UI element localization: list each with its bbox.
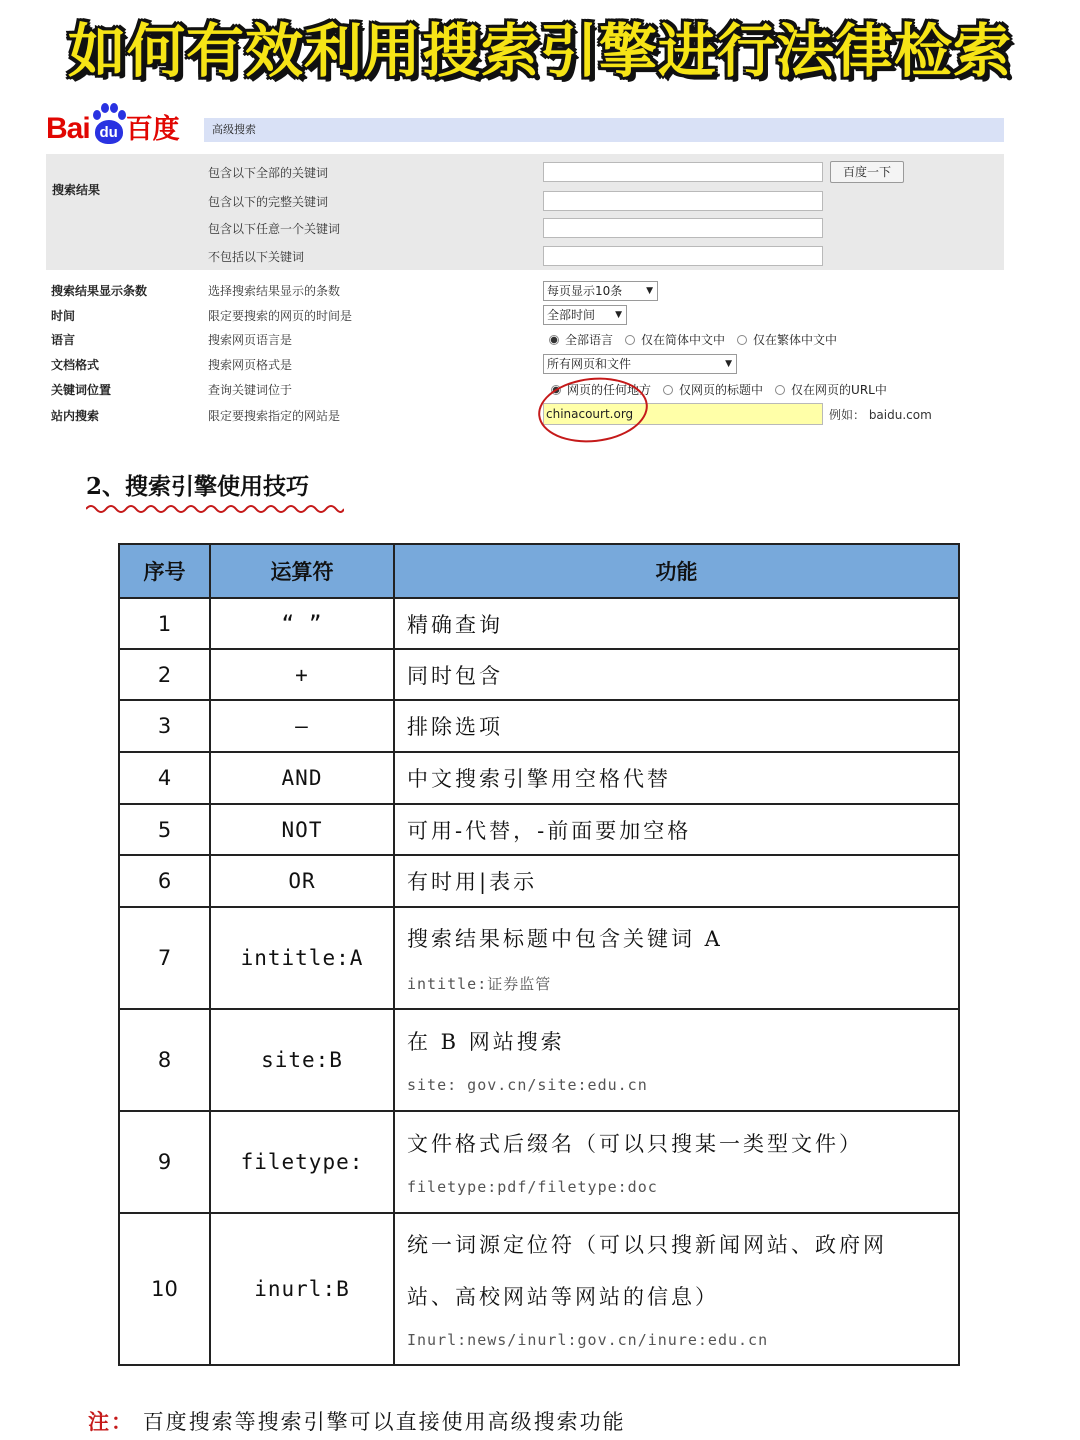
- site-search-desc: 限定要搜索指定的网站是: [208, 409, 341, 423]
- radio-url-only[interactable]: [775, 385, 785, 395]
- all-keywords-input[interactable]: [543, 162, 823, 182]
- table-row: [119, 804, 959, 855]
- row-operator: AND: [210, 752, 394, 804]
- format-desc: 搜索网页格式是: [208, 358, 293, 372]
- row-num: 6: [119, 855, 210, 907]
- paw-toe: [93, 110, 101, 120]
- radio-label: 仅在网页的URL中: [791, 383, 887, 397]
- section-title: 2、搜索引擎使用技巧: [86, 473, 310, 500]
- table-row: [119, 1111, 959, 1213]
- count-select-value: 每页显示10条: [547, 284, 623, 298]
- radio-label: 仅在简体中文中: [641, 333, 726, 347]
- row-function: 有时用|表示: [394, 855, 959, 907]
- radio-label: 仅在繁体中文中: [753, 333, 838, 347]
- dropdown-arrow-icon: ▼: [646, 286, 653, 296]
- position-label: 关键词位置: [51, 383, 112, 397]
- row-num: 1: [119, 598, 210, 649]
- dropdown-arrow-icon: ▼: [615, 310, 622, 320]
- paw-pad: du: [95, 120, 123, 144]
- row-num: 9: [119, 1111, 210, 1213]
- title-banner: [0, 0, 1080, 92]
- logo-chinese: 百度: [125, 114, 180, 145]
- paw-toe: [101, 103, 109, 113]
- language-radio-group: [549, 331, 837, 348]
- time-select-value: 全部时间: [547, 308, 596, 322]
- table-row: [119, 907, 959, 1009]
- row-function: 排除选项: [394, 700, 959, 752]
- row-operator: intitle:A: [210, 907, 394, 1009]
- exact-phrase-label: 包含以下的完整关键词: [208, 195, 329, 209]
- count-label: 搜索结果显示条数: [51, 284, 148, 298]
- row-num: 2: [119, 649, 210, 700]
- format-select-value: 所有网页和文件: [547, 357, 632, 371]
- function-example: Inurl:news/inurl:gov.cn/inure:edu.cn: [407, 1331, 769, 1349]
- row-operator: OR: [210, 855, 394, 907]
- row-operator: –: [210, 700, 394, 752]
- advanced-search-bar: [204, 118, 1004, 142]
- note-prefix: 注：: [88, 1409, 134, 1434]
- all-keywords-label: 包含以下全部的关键词: [208, 166, 329, 180]
- exclude-keywords-label: 不包括以下关键词: [208, 250, 305, 264]
- function-text: 文件格式后缀名（可以只搜某一类型文件）: [407, 1132, 863, 1156]
- radio-traditional[interactable]: [737, 335, 747, 345]
- any-keyword-input[interactable]: [543, 218, 823, 238]
- row-function: 可用-代替，-前面要加空格: [394, 804, 959, 855]
- table-row: [119, 700, 959, 752]
- format-label: 文档格式: [51, 358, 100, 372]
- operator-table: [118, 543, 960, 1366]
- radio-simplified[interactable]: [625, 335, 635, 345]
- row-function: 同时包含: [394, 649, 959, 700]
- banner-title: 如何有效利用搜索引擎进行法律检索: [67, 17, 1012, 85]
- any-keyword-label: 包含以下任意一个关键词: [208, 222, 341, 236]
- footnote: [88, 1406, 626, 1436]
- search-button[interactable]: 百度一下: [830, 161, 904, 183]
- function-text: 在 B 网站搜索: [407, 1030, 565, 1054]
- row-function: 精确查询: [394, 598, 959, 649]
- table-row: [119, 1213, 959, 1365]
- table-row: [119, 752, 959, 804]
- row-num: 5: [119, 804, 210, 855]
- row-function: [394, 1009, 959, 1111]
- language-label: 语言: [51, 333, 76, 347]
- advanced-search-label: 高级搜索: [212, 123, 256, 136]
- time-label: 时间: [51, 309, 76, 323]
- wavy-underline: [86, 502, 344, 516]
- row-num: 3: [119, 700, 210, 752]
- count-select[interactable]: [543, 281, 658, 301]
- table-header-row: [119, 544, 959, 598]
- format-select[interactable]: [543, 354, 737, 374]
- function-example: site: gov.cn/site:edu.cn: [407, 1076, 648, 1094]
- count-desc: 选择搜索结果显示的条数: [208, 284, 341, 298]
- radio-label: 网页的任何地方: [567, 383, 652, 397]
- note-text: 百度搜索等搜索引擎可以直接使用高级搜索功能: [142, 1410, 626, 1434]
- time-select[interactable]: [543, 305, 627, 325]
- baidu-header: [46, 96, 1004, 146]
- function-example: intitle:证券监管: [407, 974, 552, 993]
- row-function: [394, 907, 959, 1009]
- row-function: [394, 1213, 959, 1365]
- paw-toe: [118, 110, 126, 120]
- row-num: 8: [119, 1009, 210, 1111]
- row-operator: NOT: [210, 804, 394, 855]
- exact-phrase-input[interactable]: [543, 191, 823, 211]
- row-operator: inurl:B: [210, 1213, 394, 1365]
- baidu-logo[interactable]: [46, 96, 206, 146]
- language-desc: 搜索网页语言是: [208, 333, 293, 347]
- radio-label: 全部语言: [565, 333, 614, 347]
- table-row: [119, 598, 959, 649]
- paw-icon: [91, 102, 125, 146]
- dropdown-arrow-icon: ▼: [725, 359, 732, 369]
- paw-toe: [110, 103, 118, 113]
- site-search-label: 站内搜索: [51, 409, 100, 423]
- site-search-input[interactable]: chinacourt.org: [543, 403, 823, 425]
- table-row: [119, 855, 959, 907]
- radio-title-only[interactable]: [663, 385, 673, 395]
- row-function: [394, 1111, 959, 1213]
- table-row: [119, 649, 959, 700]
- function-text: 搜索结果标题中包含关键词 A: [407, 926, 723, 951]
- header-operator: 运算符: [210, 544, 394, 598]
- row-num: 7: [119, 907, 210, 1009]
- exclude-keywords-input[interactable]: [543, 246, 823, 266]
- header-num: 序号: [119, 544, 210, 598]
- row-operator: site:B: [210, 1009, 394, 1111]
- search-results-label: 搜索结果: [52, 183, 101, 197]
- row-num: 4: [119, 752, 210, 804]
- table-row: [119, 1009, 959, 1111]
- row-function: 中文搜索引擎用空格代替: [394, 752, 959, 804]
- logo-latin: Bai: [46, 112, 90, 145]
- row-operator: “ ”: [210, 598, 394, 649]
- time-desc: 限定要搜索的网页的时间是: [208, 309, 353, 323]
- row-operator: filetype:: [210, 1111, 394, 1213]
- row-num: 10: [119, 1213, 210, 1365]
- function-example: filetype:pdf/filetype:doc: [407, 1178, 658, 1196]
- site-example: 例如： baidu.com: [829, 408, 932, 422]
- radio-label: 仅网页的标题中: [679, 383, 764, 397]
- header-function: 功能: [394, 544, 959, 598]
- row-operator: +: [210, 649, 394, 700]
- function-text-line2: 站、高校网站等网站的信息）: [407, 1285, 719, 1309]
- function-text: 统一词源定位符（可以只搜新闻网站、政府网: [407, 1233, 887, 1257]
- radio-all-languages[interactable]: [549, 335, 559, 345]
- search-results-block: [46, 154, 1004, 270]
- position-desc: 查询关键词位于: [208, 383, 293, 397]
